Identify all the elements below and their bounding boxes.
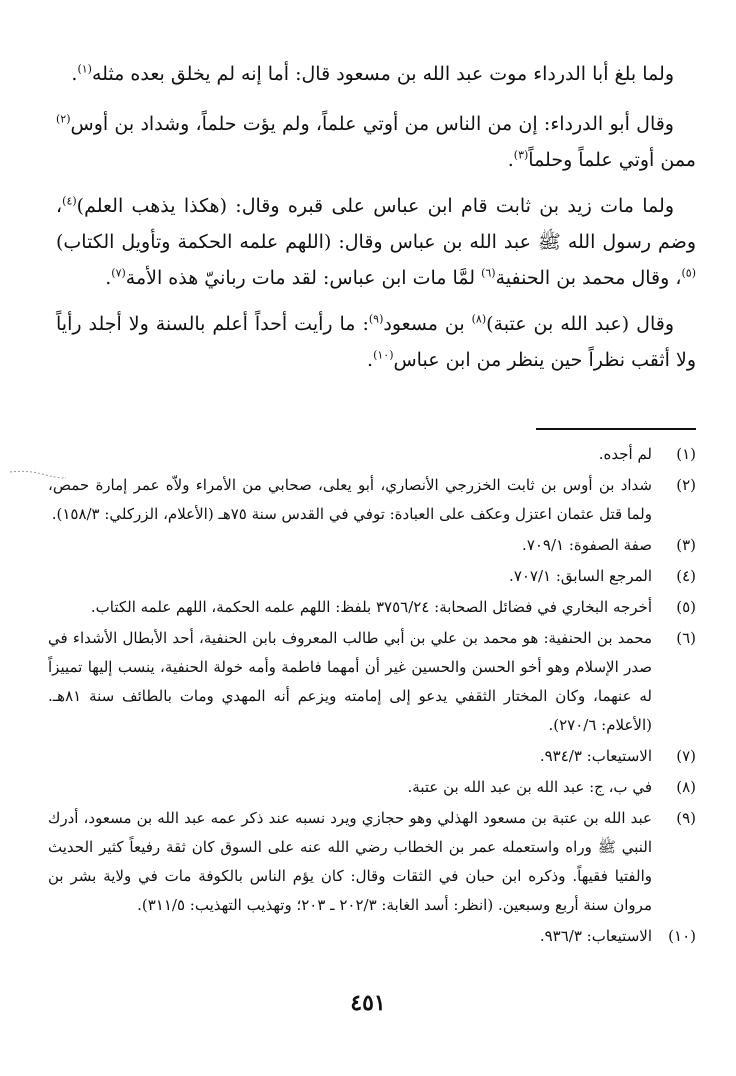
footnote-ref-6[interactable]: (٦): [481, 266, 496, 280]
footnote-text: الاستيعاب: ٩٣٦/٣.: [539, 927, 652, 945]
footnote-item: [48, 773, 696, 802]
footnote-item: [48, 562, 696, 591]
footnote-number: (٤): [676, 567, 696, 585]
main-text-block-4: [56, 306, 696, 378]
footnote-ref-1[interactable]: (١): [77, 62, 92, 76]
footnote-text: شداد بن أوس بن ثابت الخزرجي الأنصاري، أبو يعلى، صحابي من الأمراء ولاّه عمر إمارة حمص، ولما قتل عثمان اعتزل وعكف على العبادة: توفي في القدس سنة ٧٥هـ (الأعلام، الزركلي: ١٥٨/٣).: [48, 476, 652, 523]
footnote-separator: [536, 428, 696, 430]
footnote-text: صفة الصفوة: ٧٠٩/١.: [522, 536, 652, 554]
footnote-item: [48, 804, 696, 920]
footnote-text: المرجع السابق: ٧٠٧/١.: [509, 567, 652, 585]
footnote-item: [48, 531, 696, 560]
footnote-number: (٥): [676, 598, 696, 616]
page-number: ٤٥١: [350, 990, 386, 1016]
paragraph-3-text-cont-3: لمَّا مات ابن عباس: لقد مات ربانيّ هذه الأمة: [125, 267, 482, 289]
footnote-ref-5[interactable]: (٥): [681, 266, 696, 280]
paragraph-3-end: .: [105, 267, 112, 289]
footnote-item: [48, 440, 696, 469]
paragraph-4-text-cont-2: : ما رأيت أحداً أعلم بالسنة ولا أجلد رأياً ولا أثقب نظراً حين ينظر من ابن عباس: [56, 313, 696, 371]
footnote-ref-9[interactable]: (٩): [368, 312, 384, 326]
footnotes-list: [48, 440, 696, 953]
footnote-number: (٢): [676, 476, 696, 494]
footnote-text: في ب، ج: عبد الله بن عبد الله بن عتبة.: [407, 778, 652, 796]
footnote-item: [48, 471, 696, 529]
paragraph-2-text-cont: ممن أوتي علماً وحلماً: [528, 149, 696, 171]
paragraph-4-text-cont-1: بن مسعود: [383, 313, 472, 335]
paragraph-3-text-cont-1: ، وضم رسول الله ﷺ عبد الله بن عباس وقال: (اللهم علمه الحكمة وتأويل الكتاب): [56, 195, 696, 253]
paragraph-2-text: وقال أبو الدرداء: إن من الناس من أوتي علماً، ولم يؤت حلماً، وشداد بن أوس: [70, 113, 674, 135]
footnote-number: (١): [676, 445, 696, 463]
footnote-number: (٣): [676, 536, 696, 554]
footnote-ref-2[interactable]: (٢): [56, 112, 71, 126]
footnote-number: (٧): [676, 747, 696, 765]
footnote-item: [48, 922, 696, 951]
footnote-ref-3[interactable]: (٣): [513, 148, 529, 162]
paragraph-1-end: .: [71, 63, 78, 85]
footnote-number: (٦): [676, 629, 696, 647]
main-text-block-1: [56, 56, 696, 92]
footnote-number: (٨): [676, 778, 696, 796]
footnote-ref-8[interactable]: (٨): [471, 312, 487, 326]
footnote-text: لم أجده.: [598, 445, 652, 463]
main-text-block-2: [56, 106, 696, 178]
paragraph-4-text: وقال (عبد الله بن عتبة): [486, 313, 674, 335]
footnote-item: [48, 593, 696, 622]
footnote-text: أخرجه البخاري في فضائل الصحابة: ٣٧٥٦/٢٤ بلفظ: اللهم علمه الحكمة، اللهم علمه الكتاب.: [90, 598, 652, 616]
paragraph-1: [56, 56, 696, 92]
paragraph-2-end: .: [507, 149, 514, 171]
footnote-number: (٩): [676, 809, 696, 827]
paragraph-4-end: .: [367, 349, 374, 371]
footnote-ref-7[interactable]: (٧): [111, 266, 126, 280]
footnote-text: الاستيعاب: ٩٣٤/٣.: [539, 747, 652, 765]
footnote-text: محمد بن الحنفية: هو محمد بن علي بن أبي طالب المعروف بابن الحنفية، أحد الأبطال الأشداء في صدر الإسلام وهو أخو الحسن والحسين غير أن أمهما فاطمة وأمه خولة الحنفية، ينسب إليها تمييزاً له عنهما، وكان المختار الثقفي يدعو إلى إمامته ويزعم أنه المهدي ومات بالطائف سنة ٨١هـ. (الأعلام: ٢٧٠/٦).: [48, 629, 652, 734]
paragraph-3-text: ولما مات زيد بن ثابت قام ابن عباس على قبره وقال: (هكذا يذهب العلم): [76, 195, 674, 217]
footnote-text: عبد الله بن عتبة بن مسعود الهذلي وهو حجازي ويرد نسبه عند ذكر عمه عبد الله بن مسعود، أدرك النبي ﷺ وراه واستعمله عمر بن الخطاب رضي الله عنه على السوق كان ثقة رفيعاً كثير الحديث والفتيا فقيهاً. وذكره ابن حبان في الثقات وقال: كان يؤم الناس بالكوفة مات في ولاية بشر بن مروان سنة أربع وسبعين. (انظر: أسد الغابة: ٢٠٢/٣ ـ ٢٠٣؛ وتهذيب التهذيب: ٣١١/٥).: [48, 809, 652, 914]
footnote-ref-10[interactable]: (١٠): [373, 348, 394, 362]
paragraph-4: [56, 306, 696, 378]
footnote-number: (١٠): [668, 927, 696, 945]
main-text-block-3: [56, 188, 696, 296]
paragraph-3: [56, 188, 696, 296]
paragraph-3-text-cont-2: ، وقال محمد بن الحنفية: [495, 267, 682, 289]
footnote-ref-4[interactable]: (٤): [62, 194, 77, 208]
paragraph-2: [56, 106, 696, 178]
footnote-item: [48, 624, 696, 740]
paragraph-1-text: ولما بلغ أبا الدرداء موت عبد الله بن مسعود قال: أما إنه لم يخلق بعده مثله: [91, 63, 674, 85]
footnote-item: [48, 742, 696, 771]
